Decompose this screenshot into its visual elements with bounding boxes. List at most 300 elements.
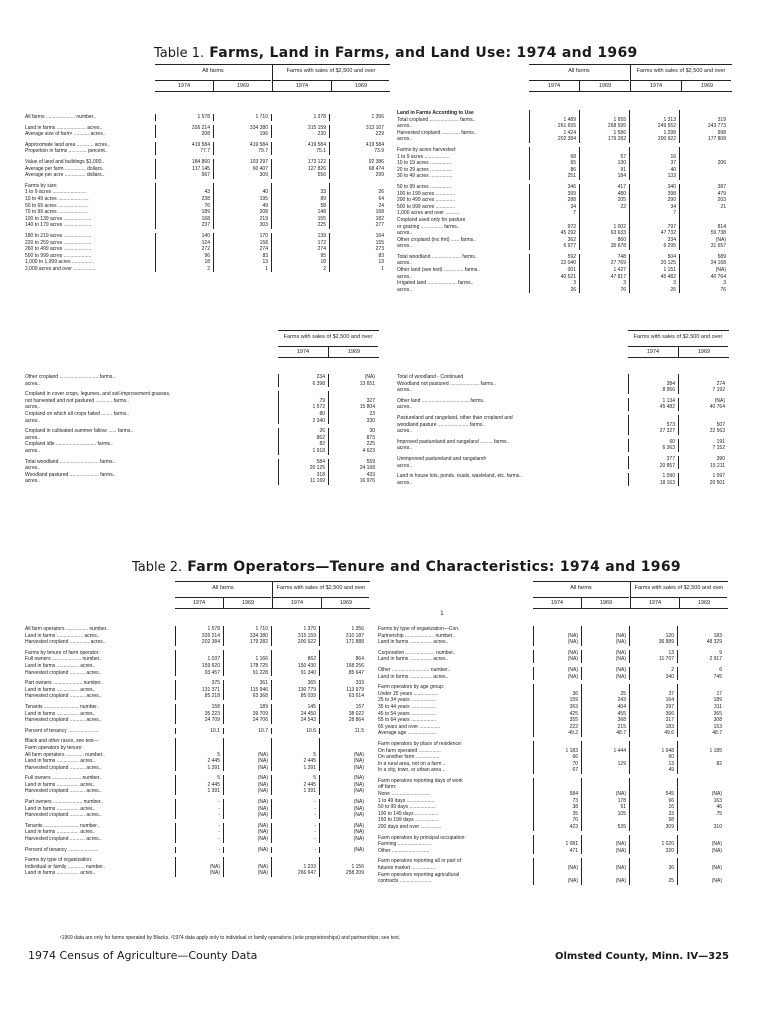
table-cell: 309 — [213, 172, 271, 179]
table-row — [25, 478, 378, 485]
row-label: 20 to 29 acres ................ — [397, 166, 453, 173]
table-cell: 274 — [271, 246, 329, 253]
table-row — [397, 204, 729, 211]
table-cell: 25 — [581, 691, 629, 698]
table-row — [397, 130, 729, 137]
table-cell: 340 — [629, 674, 677, 681]
table-row — [378, 724, 725, 731]
table-cell: 93 457 — [175, 670, 223, 677]
table-row — [25, 626, 367, 633]
table-cell — [529, 147, 579, 154]
table-cell: 13 — [213, 259, 271, 266]
table1-left-header — [155, 64, 390, 92]
row-label: Individual or family ............ number.. — [25, 863, 106, 870]
row-label: 25 to 34 years .................. — [378, 697, 437, 704]
table-row — [397, 123, 729, 130]
table-cell — [629, 872, 677, 879]
footer-publication: 1974 Census of Agriculture—County Data — [28, 949, 258, 962]
table-row — [25, 745, 367, 752]
table-cell: 222 — [533, 724, 581, 731]
table-cell: 225 — [328, 441, 378, 448]
table2-left-header — [175, 581, 370, 609]
table-row — [25, 253, 387, 260]
table-cell: 1 183 — [533, 748, 581, 755]
row-label: Land in farms ................ acres.. — [25, 662, 96, 669]
table-cell: 748 — [579, 254, 629, 261]
table-cell: 89 — [271, 196, 329, 203]
table2-right-body — [378, 626, 725, 885]
table-cell — [329, 183, 387, 190]
table-cell: 10.6 — [271, 728, 319, 735]
table-cell — [581, 684, 629, 691]
table-cell — [175, 857, 223, 864]
table-cell: 27 769 — [579, 260, 629, 267]
table-cell: 972 — [529, 224, 579, 231]
table-cell — [581, 741, 629, 748]
table-row — [397, 117, 729, 124]
table-cell: 57 — [579, 154, 629, 161]
table-row — [25, 711, 367, 718]
table-row — [378, 697, 725, 704]
table-cell: 168 — [155, 216, 213, 223]
table-cell: 49 — [629, 767, 677, 774]
table-cell: 82 — [677, 761, 725, 768]
table-row — [397, 210, 729, 217]
table-cell: 85 647 — [319, 670, 367, 677]
table-cell — [679, 154, 729, 161]
row-label: 1 to 49 days .................... — [378, 797, 435, 804]
table-cell: (NA) — [581, 650, 629, 657]
table-cell — [678, 374, 728, 381]
table-row — [25, 240, 387, 247]
table-cell: 16 — [629, 154, 679, 161]
table-cell — [581, 626, 629, 633]
table-cell: 243 — [581, 697, 629, 704]
table-row — [397, 184, 729, 191]
year-header: 1974 — [648, 600, 662, 606]
table-cell: (NA) — [678, 398, 728, 405]
table-cell: 40 — [213, 189, 271, 196]
table-cell: 34 — [629, 204, 679, 211]
table-row — [25, 435, 378, 442]
table-cell: (NA) — [533, 865, 581, 872]
table-cell — [679, 110, 729, 117]
table-cell — [581, 767, 629, 774]
table-cell — [679, 147, 729, 154]
table-cell: 1 313 — [629, 117, 679, 124]
table-cell: (NA) — [581, 639, 629, 646]
table-cell: 11 169 — [278, 478, 328, 485]
table-cell: 1 185 — [677, 748, 725, 755]
table-row — [25, 717, 367, 724]
table-row — [378, 804, 725, 811]
table-cell: 159 620 — [175, 663, 223, 670]
year-header: 1969 — [679, 598, 728, 608]
table-cell: 1 586 — [579, 130, 629, 137]
table-cell: (NA) — [533, 633, 581, 640]
table-cell: 34 — [529, 204, 579, 211]
table-cell: (NA) — [533, 667, 581, 674]
year-header-row — [533, 598, 630, 608]
table-cell: 206 — [679, 160, 729, 167]
table-cell: (NA) — [581, 878, 629, 885]
table-row — [25, 687, 367, 694]
row-label: 150 to 199 days ................. — [378, 817, 439, 824]
table-row — [25, 775, 367, 782]
table-cell: 862 — [271, 656, 319, 663]
column-group-label: Farms with sales of $2,500 and over — [628, 331, 728, 347]
table-row — [397, 381, 728, 388]
table-cell: 13 — [629, 650, 677, 657]
table-cell — [628, 374, 678, 381]
table-cell: - — [271, 806, 319, 813]
table-cell — [533, 835, 581, 842]
table-row — [25, 670, 367, 677]
table-cell: 168 256 — [319, 663, 367, 670]
table-cell — [581, 778, 629, 785]
table-cell: 1 444 — [581, 748, 629, 755]
table-row — [25, 196, 387, 203]
table-cell: 60 — [629, 754, 677, 761]
table-cell: 35 223 — [175, 711, 223, 718]
table-cell: 573 — [628, 422, 678, 429]
table-cell: 1 489 — [529, 117, 579, 124]
table-row — [378, 650, 725, 657]
table-cell: 40 — [629, 167, 679, 174]
table-cell: 83 — [329, 253, 387, 260]
table-cell: (NA) — [581, 841, 629, 848]
table-row — [25, 183, 387, 190]
row-label: In a city, town, or urban area .. — [378, 767, 446, 774]
table-cell: 274 — [678, 381, 728, 388]
table-cell: 179 282 — [579, 136, 629, 143]
table-cell: 1 037 — [175, 656, 223, 663]
row-label: Tenants ......................... number.. — [25, 703, 100, 710]
table-cell: 320 — [629, 848, 677, 855]
year-header: 1969 — [579, 81, 630, 91]
table-cell: 419 584 — [213, 142, 271, 149]
column-group-header — [628, 331, 729, 357]
row-label: 10 to 19 acres ................ — [397, 160, 453, 167]
table-cell: 862 — [278, 435, 328, 442]
year-header-row — [631, 81, 732, 91]
table-cell — [679, 217, 729, 224]
row-label: Average per acre ............... dollars.. — [25, 172, 105, 179]
table-cell: 139 — [271, 233, 329, 240]
column-group-header — [533, 582, 630, 608]
table-cell: 507 — [678, 422, 728, 429]
row-label: Land in farms ................... acres.. — [25, 632, 100, 639]
row-label: Farms by size: — [25, 182, 58, 189]
table-row — [25, 656, 367, 663]
table-cell — [271, 650, 319, 657]
row-label: 50 to 99 days ................... — [378, 804, 436, 811]
table-row — [25, 391, 378, 398]
table-cell: 70 — [533, 817, 581, 824]
table-row — [378, 811, 725, 818]
table-cell: (NA) — [175, 870, 223, 877]
table-cell — [533, 858, 581, 865]
row-label: All farm operators ................ number.. — [25, 626, 109, 632]
row-label: Land in farms ................ acres.. — [25, 758, 96, 765]
table-cell: (NA) — [677, 841, 725, 848]
column-group-label: All farms — [533, 582, 629, 598]
row-label: acres.. — [397, 123, 413, 130]
table-row — [25, 799, 367, 806]
table1-heading: Farms, Land in Farms, and Land Use: 1974 and 1969 — [209, 45, 638, 61]
row-label: 10 to 49 acres ...................... — [25, 195, 89, 202]
table-cell: 10.1 — [175, 728, 223, 735]
table-cell: 266 647 — [271, 870, 319, 877]
table-cell: 77.7 — [155, 148, 213, 155]
row-label: Farm operators reporting all or part of — [378, 858, 462, 865]
table-cell: 363 — [533, 704, 581, 711]
table-cell: 131 371 — [175, 687, 223, 694]
table-cell: 419 584 — [329, 142, 387, 149]
table-cell: 860 — [579, 237, 629, 244]
table-cell: 158 — [175, 704, 223, 711]
table-cell — [629, 684, 677, 691]
row-label: acres.. — [25, 434, 41, 441]
year-header: 1974 — [295, 83, 309, 89]
table-row — [397, 463, 728, 470]
table1-title — [154, 42, 638, 61]
table-cell: - — [271, 829, 319, 836]
row-label: Woodland pastured ..................... farms.. — [25, 471, 116, 478]
table-cell: 49.6 — [629, 730, 677, 737]
row-label: acres.. — [25, 465, 41, 472]
table-row — [378, 691, 725, 698]
year-header: 1969 — [681, 81, 732, 91]
table-cell: 309 — [629, 824, 677, 831]
table-cell: 36 889 — [629, 639, 677, 646]
table-cell: 36 — [629, 865, 677, 872]
table-cell: 115 946 — [223, 687, 271, 694]
table-cell: 334 380 — [213, 125, 271, 132]
year-header: 1974 — [192, 600, 206, 606]
table-cell — [677, 817, 725, 824]
table-cell: 273 — [329, 246, 387, 253]
table-row — [25, 159, 387, 166]
table-cell: 11.5 — [319, 728, 367, 735]
row-label: 200 days and over ............... — [378, 824, 442, 831]
table-cell: 130 — [579, 160, 629, 167]
column-group-label: All farms — [529, 65, 629, 81]
table-cell: (NA) — [223, 847, 271, 854]
table-cell: 249 552 — [629, 123, 679, 130]
table2-heading: Farm Operators—Tenure and Characteristics: 1974 and 1969 — [187, 559, 681, 575]
table1-left-bottom-header — [278, 330, 379, 358]
year-header: 1974 — [547, 83, 561, 89]
table-cell: (NA) — [223, 799, 271, 806]
table-cell: 219 — [213, 216, 271, 223]
row-label: contracts ....................... — [378, 878, 432, 885]
table-cell: - — [271, 812, 319, 819]
row-label: 100 to 149 days ................. — [378, 810, 439, 817]
table-cell: 33 — [629, 811, 677, 818]
table-cell: 45 292 — [529, 230, 579, 237]
table-cell: 200 922 — [629, 136, 679, 143]
table-cell — [629, 217, 679, 224]
table-row — [378, 865, 725, 872]
table-cell: 313 107 — [329, 125, 387, 132]
year-header: 1969 — [331, 81, 390, 91]
table-cell: 59 738 — [679, 230, 729, 237]
table-cell — [629, 626, 677, 633]
table-cell: 387 — [679, 184, 729, 191]
table-cell: 3 — [679, 280, 729, 287]
table-cell: 26 — [529, 287, 579, 294]
row-label: acres.. — [397, 230, 413, 237]
row-label: On another farm ................. — [378, 754, 440, 761]
table-cell: 8 956 — [628, 387, 678, 394]
table-cell: 315 159 — [271, 125, 329, 132]
row-label: Black and other races, see text— — [25, 738, 99, 745]
table-row — [25, 131, 387, 138]
table-row — [378, 730, 725, 737]
table-cell: 73 — [533, 798, 581, 805]
table-cell: 153 — [677, 724, 725, 731]
table-cell: 419 584 — [155, 142, 213, 149]
table-row — [25, 650, 367, 657]
table-cell: 277 — [329, 222, 387, 229]
row-label: Land in farms ................ acres.. — [378, 673, 449, 680]
table-cell: 24 706 — [223, 717, 271, 724]
table-cell — [579, 217, 629, 224]
row-label: Total woodland ............................ farms.. — [25, 458, 116, 465]
table-cell: 66 — [629, 798, 677, 805]
table-row — [378, 626, 725, 633]
table-cell: 998 — [679, 130, 729, 137]
table-cell — [319, 745, 367, 752]
row-label: Improved pastureland and rangeland ......... farms.. — [397, 438, 510, 445]
row-label: Harvested cropland ........... acres.. — [25, 717, 102, 724]
row-label: Under 25 years .................. — [378, 690, 439, 697]
table-row — [397, 280, 729, 287]
table-cell: 2 445 — [271, 782, 319, 789]
table-cell — [271, 745, 319, 752]
table-row — [397, 224, 729, 231]
row-label: In a rural area, not on a farm .. — [378, 760, 446, 767]
table-cell — [677, 754, 725, 761]
table-cell: (NA) — [223, 782, 271, 789]
row-label: Harvested cropland ........... acres.. — [25, 788, 102, 795]
table-cell — [678, 415, 728, 422]
table-cell — [581, 754, 629, 761]
table-row — [397, 254, 729, 261]
table-cell — [629, 835, 677, 842]
table-cell: 238 — [155, 196, 213, 203]
table-cell: (NA) — [223, 864, 271, 871]
table-cell: - — [175, 836, 223, 843]
column-group-label: All farms — [175, 582, 271, 598]
table-cell: (NA) — [223, 870, 271, 877]
row-label: 70 to 99 acres ...................... — [25, 209, 89, 216]
table-cell: 27 327 — [628, 428, 678, 435]
table-cell: 1 020 — [629, 841, 677, 848]
table-cell: (NA) — [175, 864, 223, 871]
table-row — [25, 428, 378, 435]
table-cell: 24 — [329, 203, 387, 210]
table-row — [378, 711, 725, 718]
table-cell: 398 — [629, 191, 679, 198]
row-label: acres.. — [397, 273, 413, 280]
table-cell — [223, 745, 271, 752]
table-cell: 25 — [629, 878, 677, 885]
table-cell: 13 — [329, 259, 387, 266]
year-header-row — [175, 598, 272, 608]
table-cell: 130 779 — [271, 687, 319, 694]
row-label: Land in farms ................ acres.. — [25, 686, 96, 693]
table-row — [25, 114, 387, 121]
table-cell: 60 — [628, 439, 678, 446]
table-cell: 274 — [213, 246, 271, 253]
table-cell: 346 — [529, 184, 579, 191]
table-row — [25, 704, 367, 711]
table-cell: 864 — [319, 656, 367, 663]
table-cell: 95 — [271, 253, 329, 260]
table-cell: 1 156 — [319, 864, 367, 871]
table1-label: Table 1. — [154, 46, 205, 61]
table-cell: 91 340 — [271, 670, 319, 677]
table-cell: 37 — [629, 160, 679, 167]
row-label: None ............................ — [378, 791, 431, 798]
table-cell: - — [175, 799, 223, 806]
table-cell: 479 — [679, 191, 729, 198]
row-label: Total woodland ..................... farms.. — [397, 253, 478, 260]
table-row — [25, 172, 387, 179]
row-label: Average age ..................... — [378, 730, 437, 737]
table-row — [25, 459, 378, 466]
table-cell: 1 — [213, 266, 271, 273]
table-cell: 2 445 — [175, 758, 223, 765]
table-cell: 103 297 — [213, 159, 271, 166]
year-header-row — [278, 347, 379, 357]
row-label: Farm operators reporting days of work — [378, 777, 463, 784]
table-cell — [271, 183, 329, 190]
row-label: Land in Farms According to Use — [397, 110, 474, 116]
table-cell: - — [175, 823, 223, 830]
table-cell: (NA) — [223, 829, 271, 836]
table-row — [378, 754, 725, 761]
row-label: 500 to 999 acres .................... — [25, 252, 92, 259]
table-cell: 311 — [677, 704, 725, 711]
table-cell: 258 209 — [319, 870, 367, 877]
table-row — [25, 639, 367, 646]
year-header-row — [273, 598, 370, 608]
table-cell — [679, 167, 729, 174]
table-row — [397, 445, 728, 452]
table-cell: (NA) — [223, 823, 271, 830]
table-cell — [533, 872, 581, 879]
table-cell: - — [175, 806, 223, 813]
row-label: acres.. — [397, 387, 413, 394]
table-cell: 7 — [629, 210, 679, 217]
table-row — [397, 274, 729, 281]
table-cell: 261 655 — [529, 123, 579, 130]
table-row — [378, 639, 725, 646]
table-row — [397, 217, 729, 224]
table-cell — [677, 684, 725, 691]
table-row — [397, 230, 729, 237]
row-label: Land in house lots, ponds, roads, wasteland, etc. farms.. — [397, 473, 523, 480]
table-cell — [677, 858, 725, 865]
table-cell: 24 709 — [175, 717, 223, 724]
table-cell: 91 — [579, 167, 629, 174]
column-group-label: All farms — [155, 65, 271, 81]
table-cell — [629, 784, 677, 791]
table-cell: 79 — [278, 398, 328, 405]
